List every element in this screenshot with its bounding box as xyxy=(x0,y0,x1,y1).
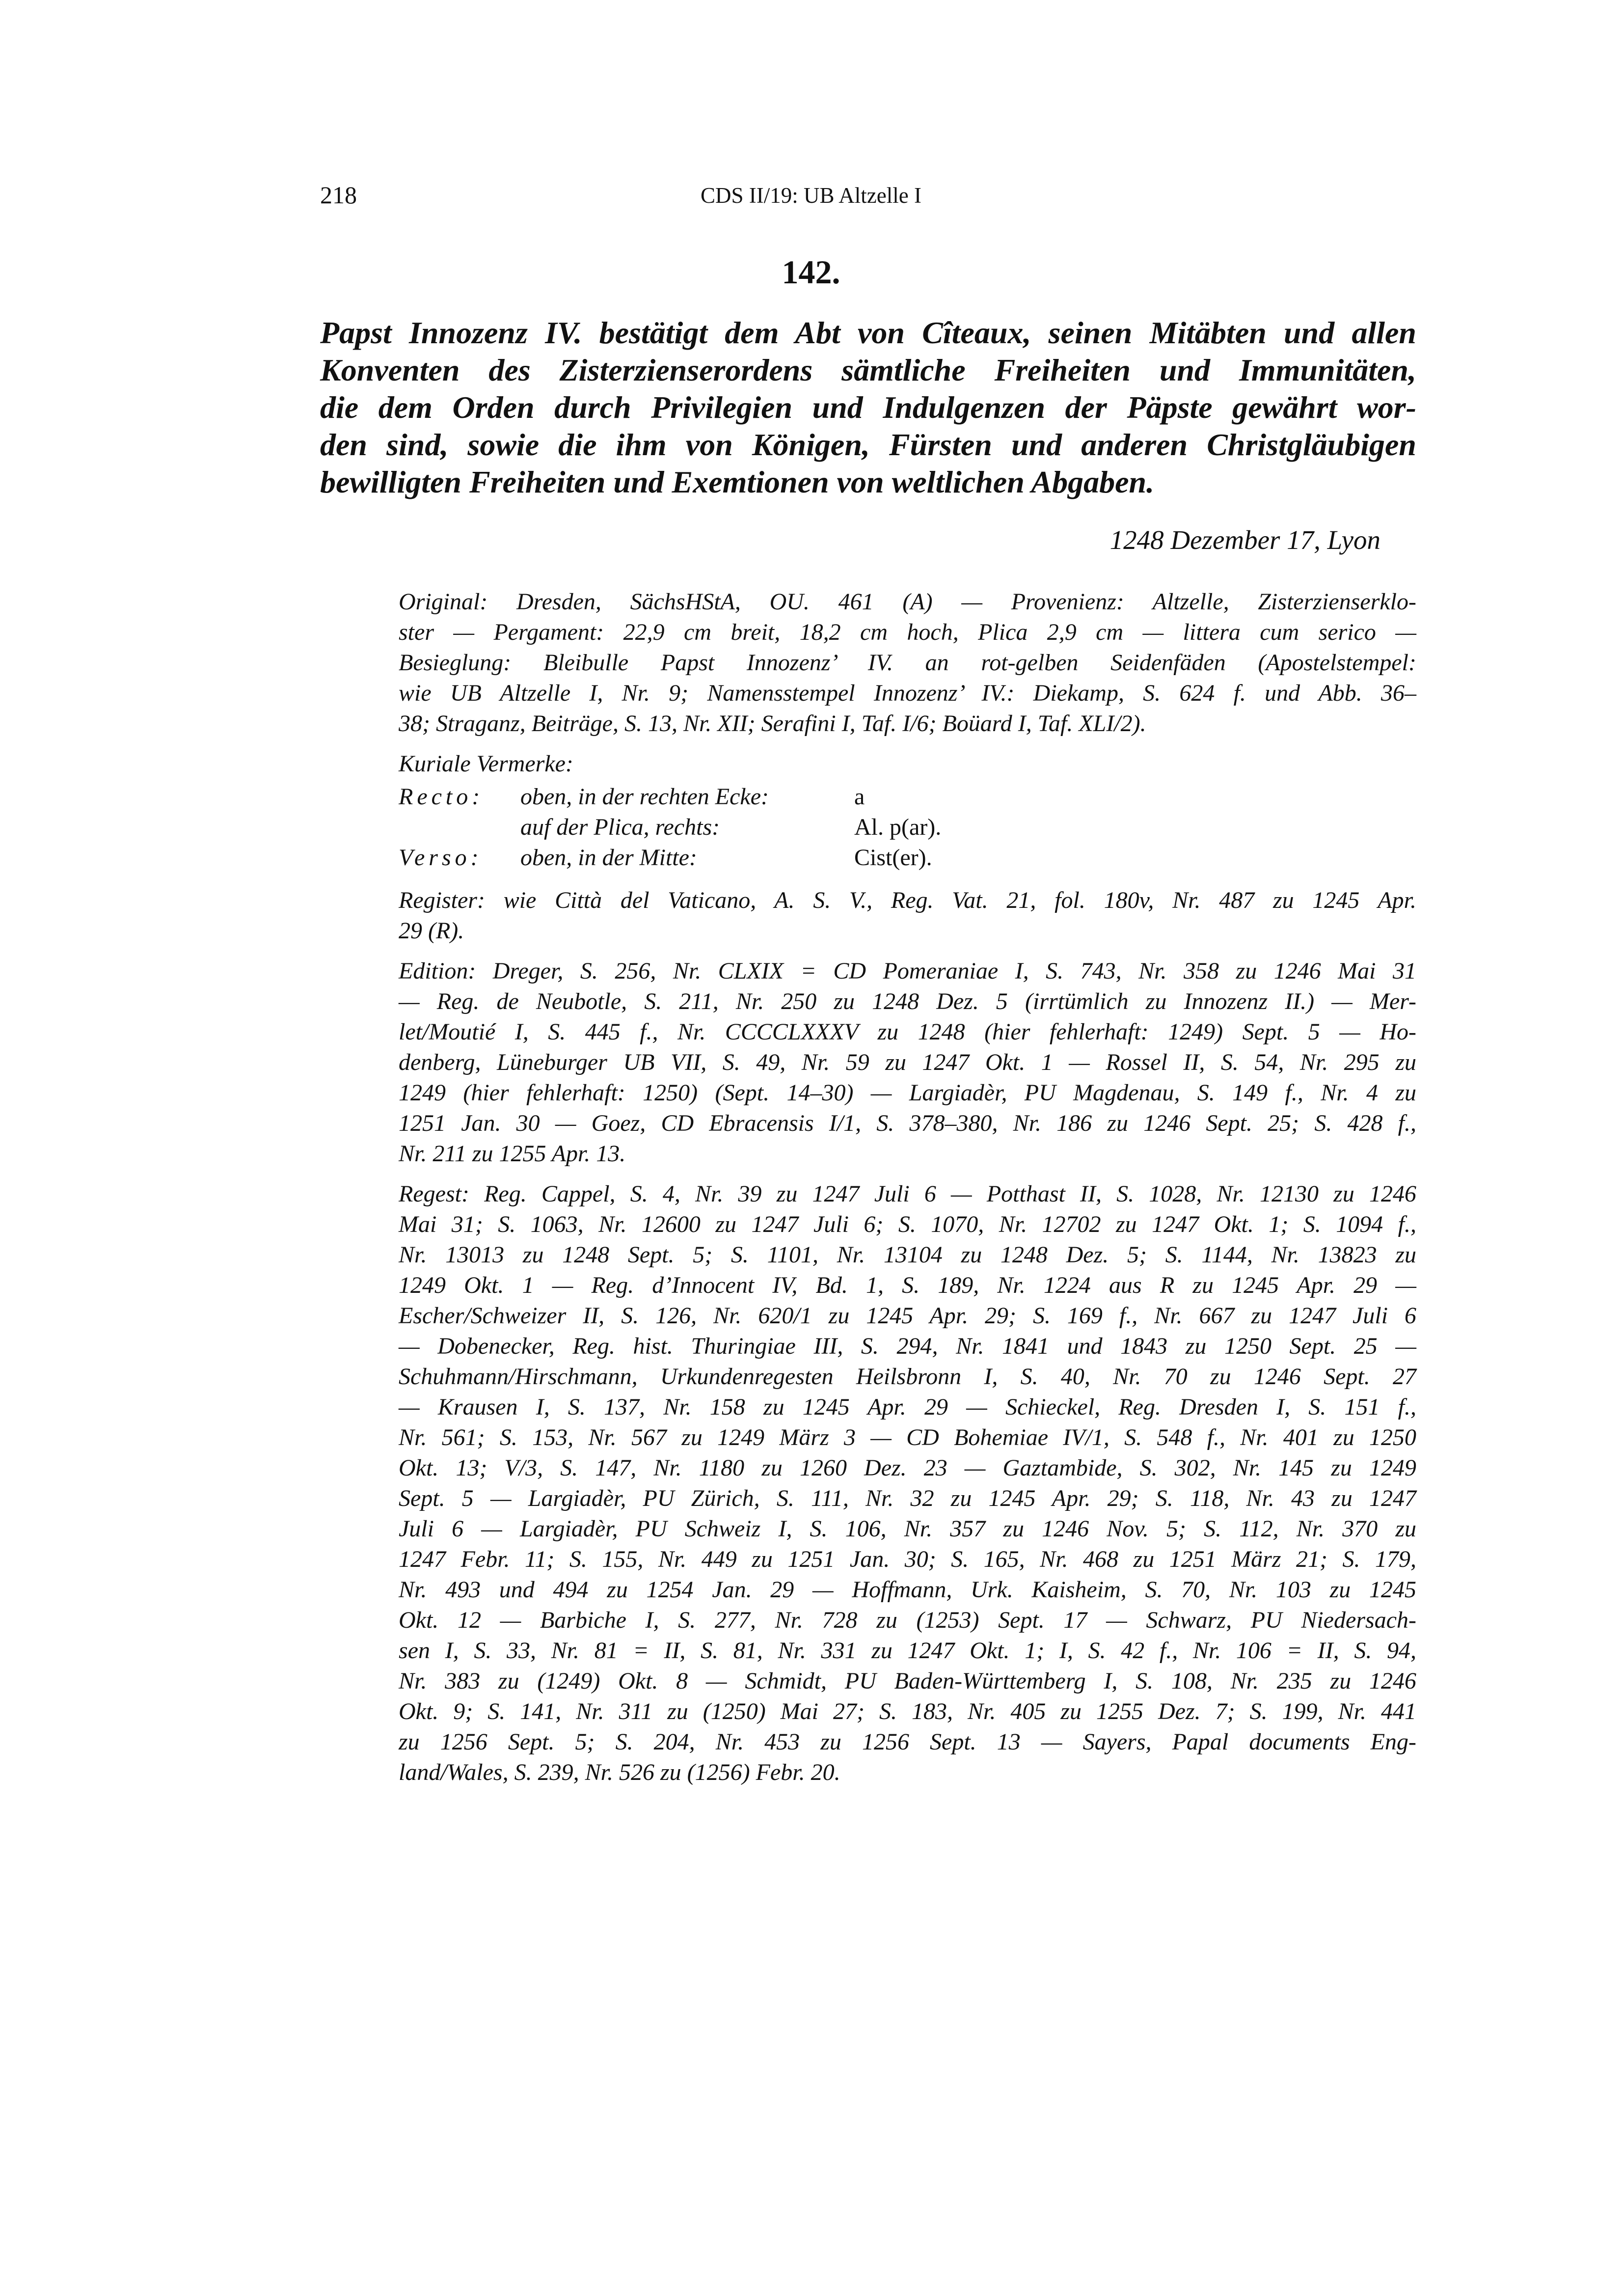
vermerk-value: Al. p(ar). xyxy=(854,814,942,840)
summary-line: Konventen des Zisterzienserordens sämtliche Freiheiten und Immunitäten, xyxy=(320,353,1416,387)
regest-line: Nr. 561; S. 153, Nr. 567 zu 1249 März 3 — CD Bohemiae IV/1, S. 548 f., Nr. 401 zu 1250 xyxy=(399,1424,1416,1450)
regest-line: — Dobenecker, Reg. hist. Thuringiae III, S. 294, Nr. 1841 und 1843 zu 1250 Sept. 25 — xyxy=(399,1333,1416,1359)
vermerk-location: auf der Plica, rechts: xyxy=(520,814,720,840)
regest-line: — Krausen I, S. 137, Nr. 158 zu 1245 Apr. 29 — Schieckel, Reg. Dresden I, S. 151 f., xyxy=(399,1394,1416,1420)
edition-line: denberg, Lüneburger UB VII, S. 49, Nr. 59 zu 1247 Okt. 1 — Rossel II, S. 54, Nr. 295 zu xyxy=(399,1049,1416,1075)
edition-paragraph xyxy=(399,956,1416,1169)
original-line: Besieglung: Bleibulle Papst Innozenz’ IV. an rot-gelben Seidenfäden (Apostelstempel: xyxy=(399,650,1416,676)
register-line: 29 (R). xyxy=(399,918,464,944)
regest-line: Okt. 9; S. 141, Nr. 311 zu (1250) Mai 27; S. 183, Nr. 405 zu 1255 Dez. 7; S. 199, Nr. 441 xyxy=(399,1698,1416,1724)
regest-line: 1249 Okt. 1 — Reg. d’Innocent IV, Bd. 1, S. 189, Nr. 1224 aus R zu 1245 Apr. 29 — xyxy=(399,1272,1416,1298)
edition-line: Nr. 211 zu 1255 Apr. 13. xyxy=(399,1141,626,1167)
regest-line: sen I, S. 33, Nr. 81 = II, S. 81, Nr. 331 zu 1247 Okt. 1; I, S. 42 f., Nr. 106 = II, S. 94, xyxy=(399,1638,1416,1664)
page-number: 218 xyxy=(320,181,357,209)
regest-line: Sept. 5 — Largiadèr, PU Zürich, S. 111, Nr. 32 zu 1245 Apr. 29; S. 118, Nr. 43 zu 1247 xyxy=(399,1485,1416,1511)
original-line: ster — Pergament: 22,9 cm breit, 18,2 cm hoch, Plica 2,9 cm — littera cum serico — xyxy=(399,619,1416,645)
register-line: Register: wie Città del Vaticano, A. S. V., Reg. Vat. 21, fol. 180v, Nr. 487 zu 1245 Apr. xyxy=(399,887,1416,913)
original-line: Original: Dresden, SächsHStA, OU. 461 (A) — Provenienz: Altzelle, Zisterzienserklo- xyxy=(399,589,1416,615)
regest-line: Nr. 13013 zu 1248 Sept. 5; S. 1101, Nr. 13104 zu 1248 Dez. 5; S. 1144, Nr. 13823 zu xyxy=(399,1242,1416,1268)
vermerk-side: Verso: xyxy=(399,845,483,871)
regest-line: zu 1256 Sept. 5; S. 204, Nr. 453 zu 1256 Sept. 13 — Sayers, Papal documents Eng- xyxy=(399,1729,1416,1755)
dateline: 1248 Dezember 17, Lyon xyxy=(1109,525,1380,555)
kuriale-vermerke-table xyxy=(399,782,1416,873)
edition-line: 1251 Jan. 30 — Goez, CD Ebracensis I/1, S. 378–380, Nr. 186 zu 1246 Sept. 25; S. 428 f., xyxy=(399,1110,1416,1136)
vermerk-location: oben, in der rechten Ecke: xyxy=(520,784,769,810)
register-paragraph xyxy=(399,885,1416,946)
original-paragraph xyxy=(399,587,1416,739)
running-head: CDS II/19: UB Altzelle I xyxy=(701,183,921,208)
vermerk-location: oben, in der Mitte: xyxy=(520,845,697,871)
edition-line: Edition: Dreger, S. 256, Nr. CLXIX = CD Pomeraniae I, S. 743, Nr. 358 zu 1246 Mai 31 xyxy=(399,958,1416,984)
vermerk-value: a xyxy=(854,784,865,810)
vermerk-value: Cist(er). xyxy=(854,845,932,871)
regest-line: Escher/Schweizer II, S. 126, Nr. 620/1 zu 1245 Apr. 29; S. 169 f., Nr. 667 zu 1247 Juli 6 xyxy=(399,1303,1416,1329)
vermerk-side xyxy=(399,813,520,842)
document-number: 142. xyxy=(782,253,840,291)
kuriale-vermerke-title: Kuriale Vermerke: xyxy=(399,751,573,777)
regest-line: 1247 Febr. 11; S. 155, Nr. 449 zu 1251 Jan. 30; S. 165, Nr. 468 zu 1251 März 21; S. 179, xyxy=(399,1546,1416,1572)
regest-line: Nr. 493 und 494 zu 1254 Jan. 29 — Hoffmann, Urk. Kaisheim, S. 70, Nr. 103 zu 1245 xyxy=(399,1577,1416,1603)
critical-apparatus xyxy=(399,587,1416,1798)
original-line: 38; Straganz, Beiträge, S. 13, Nr. XII; Serafini I, Taf. I/6; Boüard I, Taf. XLI/2). xyxy=(399,711,1146,737)
edition-line: let/Moutié I, S. 445 f., Nr. CCCCLXXXV zu 1248 (hier fehlerhaft: 1249) Sept. 5 — Ho- xyxy=(399,1019,1416,1045)
summary-line: die dem Orden durch Privilegien und Indulgenzen der Päpste gewährt wor- xyxy=(320,390,1416,425)
regest-line: land/Wales, S. 239, Nr. 526 zu (1256) Febr. 20. xyxy=(399,1759,840,1785)
original-line: wie UB Altzelle I, Nr. 9; Namensstempel Innozenz’ IV.: Diekamp, S. 624 f. und Abb. 36– xyxy=(399,680,1416,706)
regest-line: Mai 31; S. 1063, Nr. 12600 zu 1247 Juli 6; S. 1070, Nr. 12702 zu 1247 Okt. 1; S. 1094 f., xyxy=(399,1211,1416,1237)
summary-line: den sind, sowie die ihm von Königen, Fürsten und anderen Christgläubigen xyxy=(320,427,1416,462)
regest-line: Okt. 13; V/3, S. 147, Nr. 1180 zu 1260 Dez. 23 — Gaztambide, S. 302, Nr. 145 zu 1249 xyxy=(399,1455,1416,1481)
edition-line: — Reg. de Neubotle, S. 211, Nr. 250 zu 1248 Dez. 5 (irrtümlich zu Innozenz II.) — Mer- xyxy=(399,988,1416,1014)
document-summary xyxy=(320,314,1416,501)
regest-line: Nr. 383 zu (1249) Okt. 8 — Schmidt, PU Baden-Württemberg I, S. 108, Nr. 235 zu 1246 xyxy=(399,1668,1416,1694)
summary-line: Papst Innozenz IV. bestätigt dem Abt von Cîteaux, seinen Mitäbten und allen xyxy=(320,315,1416,350)
edition-line: 1249 (hier fehlerhaft: 1250) (Sept. 14–30) — Largiadèr, PU Magdenau, S. 149 f., Nr. 4 zu xyxy=(399,1080,1416,1106)
regest-paragraph xyxy=(399,1179,1416,1788)
regest-line: Schuhmann/Hirschmann, Urkundenregesten Heilsbronn I, S. 40, Nr. 70 zu 1246 Sept. 27 xyxy=(399,1364,1416,1390)
regest-line: Juli 6 — Largiadèr, PU Schweiz I, S. 106, Nr. 357 zu 1246 Nov. 5; S. 112, Nr. 370 zu xyxy=(399,1516,1416,1542)
regest-line: Regest: Reg. Cappel, S. 4, Nr. 39 zu 1247 Juli 6 — Potthast II, S. 1028, Nr. 12130 zu 1246 xyxy=(399,1181,1416,1207)
summary-line: bewilligten Freiheiten und Exemtionen von weltlichen Abgaben. xyxy=(320,465,1155,499)
vermerk-side: Recto: xyxy=(399,784,484,810)
regest-line: Okt. 12 — Barbiche I, S. 277, Nr. 728 zu (1253) Sept. 17 — Schwarz, PU Niedersach- xyxy=(399,1607,1416,1633)
